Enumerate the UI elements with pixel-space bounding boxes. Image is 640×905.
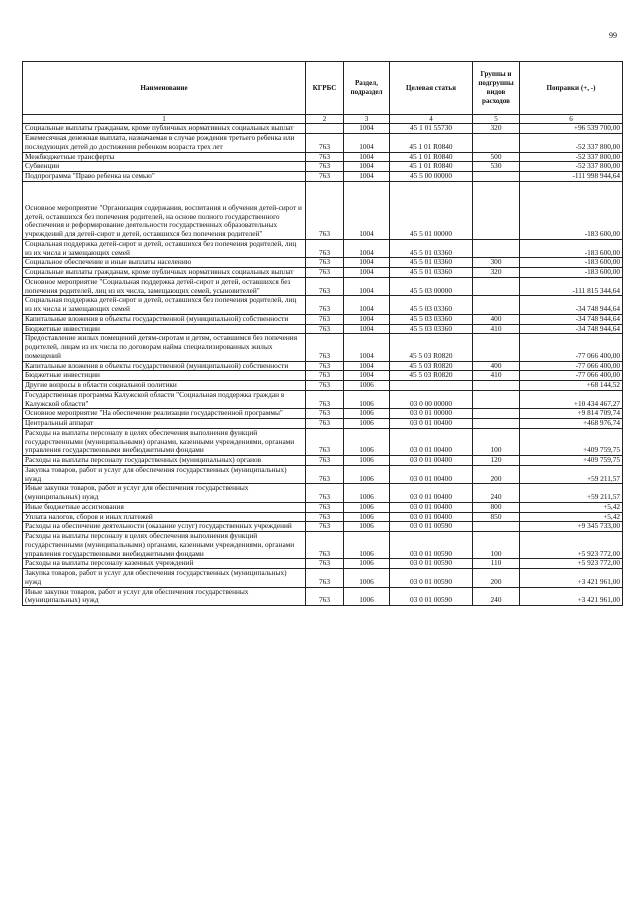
row-amendment: +5 923 772,00 [520,559,623,569]
row-target-article [390,381,473,391]
table-row [23,512,623,522]
row-section: 1006 [344,512,390,522]
row-target-article: 45 5 01 03360 [390,239,473,258]
row-section: 1004 [344,134,390,153]
row-target-article: 03 0 01 00400 [390,456,473,466]
row-section: 1004 [344,334,390,361]
row-name: Расходы на выплаты персоналу казенных учреждений [23,559,306,569]
row-kgrbs: 763 [306,559,344,569]
row-kgrbs: 763 [306,371,344,381]
row-expense-group: 320 [473,124,520,134]
header-section: Раздел, подраздел [344,62,390,115]
row-kgrbs: 763 [306,522,344,532]
row-target-article: 03 0 01 00590 [390,532,473,559]
row-name: Другие вопросы в области социальной политики [23,381,306,391]
row-target-article: 03 0 01 00400 [390,484,473,503]
row-name: Центральный аппарат [23,419,306,429]
row-name: Капитальные вложения в объекты государственной (муниципальной) собственности [23,361,306,371]
row-name: Основное мероприятие "На обеспечение реализации государственной программы" [23,409,306,419]
row-name: Основное мероприятие "Социальная поддержка детей-сирот и детей, оставшихся без попечения родителей, лиц из их числа, замещающих семей, усыновителей" [23,277,306,296]
row-expense-group [473,409,520,419]
row-name: Социальная поддержка детей-сирот и детей, оставшихся без попечения родителей, лиц из их числа и замещающих семей [23,239,306,258]
header-kgrbs: КГРБС [306,62,344,115]
row-expense-group: 100 [473,532,520,559]
header-target: Целевая статья [390,62,473,115]
row-name: Иные бюджетные ассигнования [23,502,306,512]
row-kgrbs: 763 [306,502,344,512]
table-row [23,181,623,239]
row-expense-group [473,390,520,409]
header-row [23,62,623,115]
row-amendment: +10 434 467,27 [520,390,623,409]
row-amendment: -111 998 944,64 [520,172,623,182]
row-name: Закупка товаров, работ и услуг для обеспечения государственных (муниципальных) нужд [23,569,306,588]
row-target-article: 45 5 03 00000 [390,277,473,296]
row-kgrbs: 763 [306,334,344,361]
table-row [23,569,623,588]
row-expense-group [473,277,520,296]
row-name: Бюджетные инвестиции [23,371,306,381]
row-section: 1004 [344,152,390,162]
table-row [23,277,623,296]
row-amendment: -52 337 800,00 [520,134,623,153]
row-section: 1006 [344,465,390,484]
page-number: 99 [609,31,617,40]
row-target-article: 45 5 03 R0820 [390,361,473,371]
header-name: Наименование [23,62,306,115]
row-target-article: 45 1 01 R0840 [390,162,473,172]
table-row [23,502,623,512]
row-expense-group [473,239,520,258]
row-target-article: 03 0 01 00000 [390,409,473,419]
row-name: Основное мероприятие "Организация содержания, воспитания и обучения детей-сирот и детей, оставшихся без попечения родителей, на основе полного государственного обеспечения и реформирование деятельности государственных образовательных учреждений для детей-сирот и детей, оставшихся без попечения родителей" [23,181,306,239]
row-expense-group [473,181,520,239]
row-name: Бюджетные инвестиции [23,324,306,334]
row-section: 1006 [344,409,390,419]
row-section: 1004 [344,268,390,278]
row-section: 1006 [344,381,390,391]
row-expense-group: 500 [473,152,520,162]
table-row [23,258,623,268]
row-section: 1004 [344,239,390,258]
row-target-article: 45 5 03 R0820 [390,371,473,381]
row-expense-group [473,296,520,315]
row-section: 1004 [344,324,390,334]
table-row [23,419,623,429]
row-section: 1006 [344,522,390,532]
row-amendment: +59 211,57 [520,484,623,503]
row-name: Капитальные вложения в объекты государственной (муниципальной) собственности [23,314,306,324]
row-expense-group: 120 [473,456,520,466]
row-expense-group [473,522,520,532]
row-section: 1006 [344,532,390,559]
row-kgrbs: 763 [306,134,344,153]
row-name: Ежемесячная денежная выплата, назначаемая в случае рождения третьего ребенка или последующих детей до достижения ребенком возраста трех лет [23,134,306,153]
row-amendment: -183 600,00 [520,268,623,278]
row-name: Расходы на выплаты персоналу в целях обеспечения выполнения функций государственными (муниципальными) органами, казенными учреждениями, органами управления государственными внебюджетными фондами [23,532,306,559]
row-name: Социальные выплаты гражданам, кроме публичных нормативных социальных выплат [23,268,306,278]
row-target-article: 45 5 03 03360 [390,324,473,334]
row-section: 1004 [344,314,390,324]
row-amendment: -52 337 800,00 [520,152,623,162]
row-expense-group: 410 [473,324,520,334]
row-expense-group: 400 [473,314,520,324]
row-target-article: 03 0 00 00000 [390,390,473,409]
row-expense-group: 400 [473,361,520,371]
row-target-article: 03 0 01 00400 [390,428,473,455]
row-amendment: -183 600,00 [520,239,623,258]
row-name: Закупка товаров, работ и услуг для обеспечения государственных (муниципальных) нужд [23,465,306,484]
table-row [23,296,623,315]
row-target-article: 45 1 01 R0840 [390,152,473,162]
table-row [23,371,623,381]
row-amendment: +5 923 772,00 [520,532,623,559]
row-section: 1004 [344,258,390,268]
column-number-row [23,115,623,124]
row-kgrbs: 763 [306,465,344,484]
row-expense-group: 800 [473,502,520,512]
table-row [23,134,623,153]
row-kgrbs: 763 [306,532,344,559]
row-name: Расходы на выплаты персоналу в целях обеспечения выполнения функций государственными (муниципальными) органами, казенными учреждениями, органами управления государственными внебюджетными фондами [23,428,306,455]
row-expense-group: 200 [473,569,520,588]
table-row [23,456,623,466]
row-section: 1006 [344,502,390,512]
row-target-article: 03 0 01 00590 [390,569,473,588]
row-section: 1004 [344,181,390,239]
row-section: 1006 [344,428,390,455]
row-expense-group: 850 [473,512,520,522]
row-target-article: 45 5 01 03360 [390,258,473,268]
row-amendment: -34 748 944,64 [520,314,623,324]
row-expense-group [473,419,520,429]
table-row [23,268,623,278]
row-target-article: 03 0 01 00590 [390,587,473,606]
row-name: Уплата налогов, сборов и иных платежей [23,512,306,522]
row-kgrbs: 763 [306,390,344,409]
row-name: Подпрограмма "Право ребенка на семью" [23,172,306,182]
row-expense-group: 530 [473,162,520,172]
row-kgrbs: 763 [306,162,344,172]
row-amendment: +409 759,75 [520,456,623,466]
row-section: 1004 [344,162,390,172]
table-row [23,390,623,409]
row-target-article: 03 0 01 00590 [390,522,473,532]
row-kgrbs: 763 [306,419,344,429]
row-target-article: 45 5 01 03360 [390,268,473,278]
table-row [23,162,623,172]
row-amendment: -77 066 400,00 [520,361,623,371]
row-expense-group: 240 [473,484,520,503]
row-section: 1006 [344,456,390,466]
row-target-article: 45 5 03 03360 [390,314,473,324]
row-kgrbs: 763 [306,428,344,455]
row-expense-group [473,172,520,182]
row-expense-group [473,334,520,361]
row-section: 1006 [344,390,390,409]
row-target-article: 03 0 01 00590 [390,559,473,569]
row-amendment: +96 539 700,00 [520,124,623,134]
row-expense-group: 410 [473,371,520,381]
row-section: 1004 [344,371,390,381]
row-section: 1006 [344,569,390,588]
row-name: Межбюджетные трансферты [23,152,306,162]
row-target-article: 45 5 03 R0820 [390,334,473,361]
row-amendment: +409 759,75 [520,428,623,455]
row-kgrbs: 763 [306,277,344,296]
table-row [23,124,623,134]
row-target-article: 03 0 01 00400 [390,465,473,484]
table-row [23,484,623,503]
column-number: 6 [520,115,623,124]
table-row [23,361,623,371]
row-name: Расходы на обеспечение деятельности (оказание услуг) государственных учреждений [23,522,306,532]
row-section: 1004 [344,361,390,371]
row-kgrbs: 763 [306,239,344,258]
row-amendment: -34 748 944,64 [520,296,623,315]
table-row [23,152,623,162]
row-amendment: +59 211,57 [520,465,623,484]
row-kgrbs: 763 [306,258,344,268]
row-amendment: +68 144,52 [520,381,623,391]
row-kgrbs: 763 [306,172,344,182]
row-kgrbs: 763 [306,569,344,588]
row-amendment: -183 600,00 [520,258,623,268]
table-row [23,465,623,484]
row-amendment: +9 814 709,74 [520,409,623,419]
row-section: 1004 [344,172,390,182]
row-expense-group: 200 [473,465,520,484]
row-amendment: -52 337 800,00 [520,162,623,172]
row-section: 1006 [344,587,390,606]
table-row [23,314,623,324]
row-amendment: -34 748 944,64 [520,324,623,334]
table-row [23,409,623,419]
table-row [23,522,623,532]
table-body [23,124,623,606]
column-number: 3 [344,115,390,124]
row-kgrbs: 763 [306,268,344,278]
row-target-article: 45 5 03 03360 [390,296,473,315]
table-row [23,587,623,606]
table-row [23,559,623,569]
table-row [23,239,623,258]
row-amendment: +5,42 [520,502,623,512]
row-section: 1004 [344,296,390,315]
row-name: Расходы на выплаты персоналу государственных (муниципальных) органов [23,456,306,466]
row-target-article: 03 0 01 00400 [390,512,473,522]
table-row [23,334,623,361]
row-kgrbs: 763 [306,361,344,371]
row-section: 1006 [344,419,390,429]
row-amendment: +9 345 733,00 [520,522,623,532]
column-number: 4 [390,115,473,124]
budget-amendments-table [22,61,623,606]
row-name: Иные закупки товаров, работ и услуг для обеспечения государственных (муниципальных) нужд [23,587,306,606]
row-target-article: 45 5 01 00000 [390,181,473,239]
row-kgrbs: 763 [306,587,344,606]
row-expense-group [473,381,520,391]
row-name: Социальное обеспечение и иные выплаты населению [23,258,306,268]
row-kgrbs: 763 [306,484,344,503]
column-number: 2 [306,115,344,124]
row-kgrbs: 763 [306,296,344,315]
table-row [23,532,623,559]
header-group: Группы и подгруппы видов расходов [473,62,520,115]
row-expense-group: 240 [473,587,520,606]
row-kgrbs: 763 [306,324,344,334]
column-number: 5 [473,115,520,124]
table-row [23,428,623,455]
row-section: 1004 [344,124,390,134]
row-amendment: +3 421 961,00 [520,587,623,606]
row-target-article: 45 5 00 00000 [390,172,473,182]
table-row [23,324,623,334]
row-kgrbs: 763 [306,152,344,162]
row-expense-group [473,134,520,153]
row-target-article: 45 1 01 55730 [390,124,473,134]
row-amendment: +3 421 961,00 [520,569,623,588]
row-kgrbs: 763 [306,314,344,324]
row-amendment: +5,42 [520,512,623,522]
row-kgrbs [306,124,344,134]
row-section: 1006 [344,484,390,503]
row-kgrbs: 763 [306,409,344,419]
table-row [23,172,623,182]
row-expense-group: 100 [473,428,520,455]
row-name: Предоставление жилых помещений детям-сиротам и детям, оставшимся без попечения родителей, лицам из их числа по договорам найма специализированных жилых помещений [23,334,306,361]
row-expense-group: 110 [473,559,520,569]
row-name: Социальные выплаты гражданам, кроме публичных нормативных социальных выплат [23,124,306,134]
row-kgrbs: 763 [306,512,344,522]
row-amendment: +468 976,74 [520,419,623,429]
row-target-article: 03 0 01 00400 [390,502,473,512]
column-number: 1 [23,115,306,124]
row-kgrbs: 763 [306,456,344,466]
row-amendment: -111 815 344,64 [520,277,623,296]
row-amendment: -77 066 400,00 [520,334,623,361]
row-section: 1004 [344,277,390,296]
row-amendment: -183 600,00 [520,181,623,239]
row-name: Субвенции [23,162,306,172]
row-expense-group: 320 [473,268,520,278]
row-expense-group: 300 [473,258,520,268]
row-name: Государственная программа Калужской области "Социальная поддержка граждан в Калужской области" [23,390,306,409]
row-kgrbs: 763 [306,181,344,239]
row-section: 1006 [344,559,390,569]
row-amendment: -77 066 400,00 [520,371,623,381]
row-target-article: 45 1 01 R0840 [390,134,473,153]
table-row [23,381,623,391]
row-kgrbs: 763 [306,381,344,391]
header-amendment: Поправки (+, -) [520,62,623,115]
row-name: Социальная поддержка детей-сирот и детей, оставшихся без попечения родителей, лиц из их числа и замещающих семей [23,296,306,315]
row-target-article: 03 0 01 00400 [390,419,473,429]
row-name: Иные закупки товаров, работ и услуг для обеспечения государственных (муниципальных) нужд [23,484,306,503]
